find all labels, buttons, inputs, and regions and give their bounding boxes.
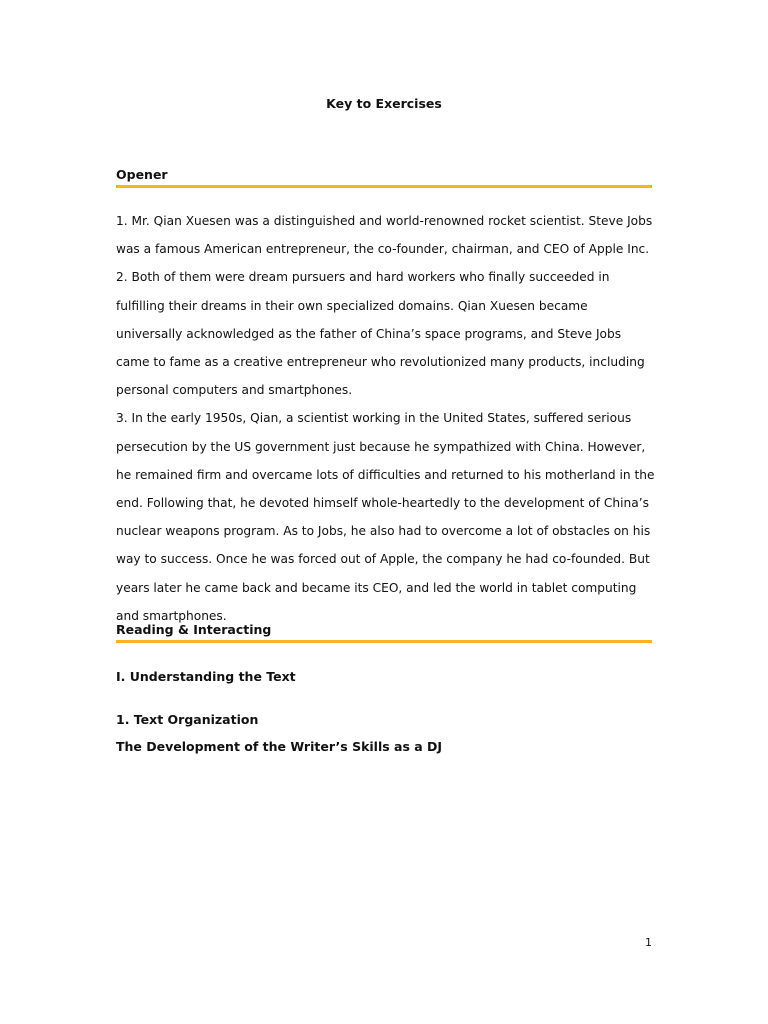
page-number: 1	[645, 936, 652, 949]
document-title: Key to Exercises	[326, 96, 442, 111]
subsection-subtitle: The Development of the Writer’s Skills as a DJ	[116, 739, 443, 754]
section-heading-reading: Reading & Interacting	[116, 622, 652, 643]
opener-answers	[116, 207, 656, 630]
section-heading-opener: Opener	[116, 167, 652, 188]
opener-answer-3: 3. In the early 1950s, Qian, a scientist working in the United States, suffered serious persecution by the US government just because he sympathized with China. However, he remained firm and overcame lots of difficulties and returned to his motherland in the end. Following that, he devoted himself whole-heartedly to the development of China’s nuclear weapons program. As to Jobs, he also had to overcome a lot of obstacles on his way to success. Once he was forced out of Apple, the company he had co-founded. But years later he came back and became its CEO, and led the world in tablet computing and smartphones.	[116, 411, 655, 623]
part-heading-understanding: I. Understanding the Text	[116, 669, 296, 684]
opener-answer-1: 1. Mr. Qian Xuesen was a distinguished and world-renowned rocket scientist. Steve Jobs was a famous American entrepreneur, the co-founder, chairman, and CEO of Apple Inc.	[116, 214, 653, 257]
opener-answer-2: 2. Both of them were dream pursuers and hard workers who finally succeeded in fulfilling their dreams in their own specialized domains. Qian Xuesen became universally acknowledged as the father of China’s space programs, and Steve Jobs came to fame as a creative entrepreneur who revolutionized many products, including personal computers and smartphones.	[116, 270, 645, 398]
subsection-heading-text-organization: 1. Text Organization	[116, 712, 259, 727]
